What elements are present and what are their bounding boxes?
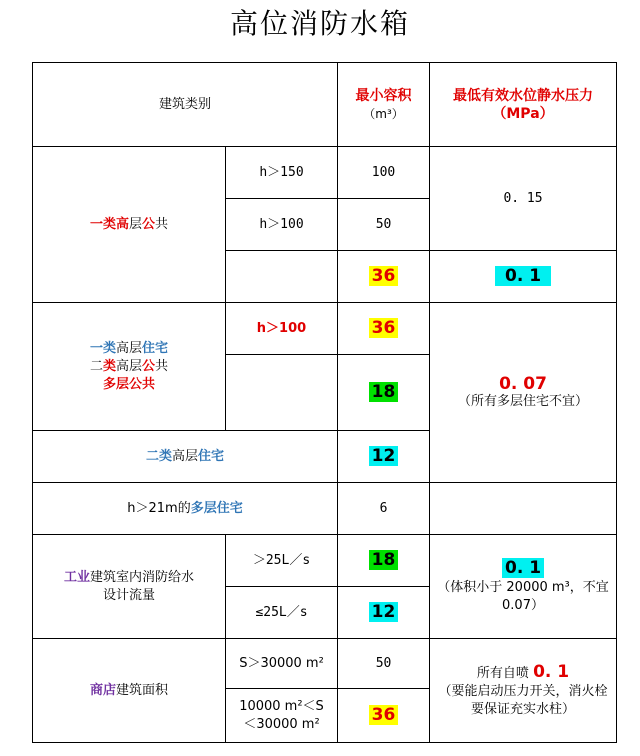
industrial-label: 工业建筑室内消防给水 设计流量 [33, 535, 226, 639]
pressure-note: （体积小于 20000 m³，不宜 [437, 579, 609, 595]
table-row [33, 147, 617, 199]
condition-cell: ≤25L／s [226, 587, 338, 639]
header-row [33, 63, 617, 147]
header-min-volume [338, 63, 430, 147]
condition-cell: 10000 m²＜S ＜30000 m² [226, 689, 338, 743]
pressure-note: 0.07） [502, 597, 544, 613]
table-row [33, 303, 617, 355]
volume-highlight: 12 [369, 602, 399, 622]
condition-cell [226, 355, 338, 431]
shop-label: 商店建筑面积 [33, 639, 226, 743]
volume-highlight: 12 [369, 446, 399, 466]
volume-cell [338, 587, 430, 639]
pressure-note: （要能启动压力开关，消火栓 [438, 683, 608, 699]
pressure-note: 要保证充实水柱） [471, 701, 576, 717]
pressure-cell: 所有自喷 0. 1 （要能启动压力开关，消火栓 要保证充实水柱） [430, 639, 617, 743]
header-category: 建筑类别 [33, 63, 338, 147]
volume-cell [338, 431, 430, 483]
min-volume-unit: （m³） [363, 106, 404, 121]
volume-highlight: 18 [369, 550, 399, 570]
condition-cell: h＞150 [226, 147, 338, 199]
volume-cell [338, 251, 430, 303]
pressure-cell [430, 251, 617, 303]
min-pressure-unit: （MPa） [492, 105, 554, 122]
volume-cell: 100 [338, 147, 430, 199]
class2-res-label: 二类高层住宅 [33, 431, 338, 483]
pressure-note: （所有多层住宅不宜） [458, 393, 589, 409]
table-row [33, 483, 617, 535]
condition-cell: ＞25L／s [226, 535, 338, 587]
volume-highlight: 18 [369, 382, 399, 402]
volume-highlight: 36 [369, 318, 399, 338]
condition-cell [226, 251, 338, 303]
condition-cell: h＞100 [226, 199, 338, 251]
volume-highlight: 36 [369, 266, 399, 286]
pressure-highlight: 0. 1 [502, 558, 544, 578]
condition-cell: S＞30000 m² [226, 639, 338, 689]
volume-cell: 6 [338, 483, 430, 535]
class1-public-label: 一类高层公共 [33, 147, 226, 303]
h21-label: h＞21m的多层住宅 [33, 483, 338, 535]
volume-cell [338, 303, 430, 355]
volume-cell: 50 [338, 639, 430, 689]
header-min-pressure [430, 63, 617, 147]
volume-cell: 50 [338, 199, 430, 251]
pressure-cell [430, 303, 617, 483]
min-pressure-label: 最低有效水位静水压力 [453, 87, 594, 104]
volume-cell [338, 535, 430, 587]
volume-cell [338, 355, 430, 431]
fire-water-tank-table [32, 62, 617, 743]
pressure-cell: 0. 15 [430, 147, 617, 251]
volume-cell [338, 689, 430, 743]
group2-label: 一类高层住宅 二类高层公共 多层公共 [33, 303, 226, 431]
pressure-value: 0. 07 [499, 373, 547, 394]
pressure-cell-empty [430, 483, 617, 535]
pressure-highlight: 0. 1 [495, 266, 551, 286]
condition-cell: h＞100 [226, 303, 338, 355]
pressure-cell [430, 535, 617, 639]
page-title: 高位消防水箱 [229, 7, 410, 40]
table-row [33, 639, 617, 689]
volume-highlight: 36 [369, 705, 399, 725]
table-row [33, 535, 617, 587]
min-volume-label: 最小容积 [355, 87, 412, 104]
